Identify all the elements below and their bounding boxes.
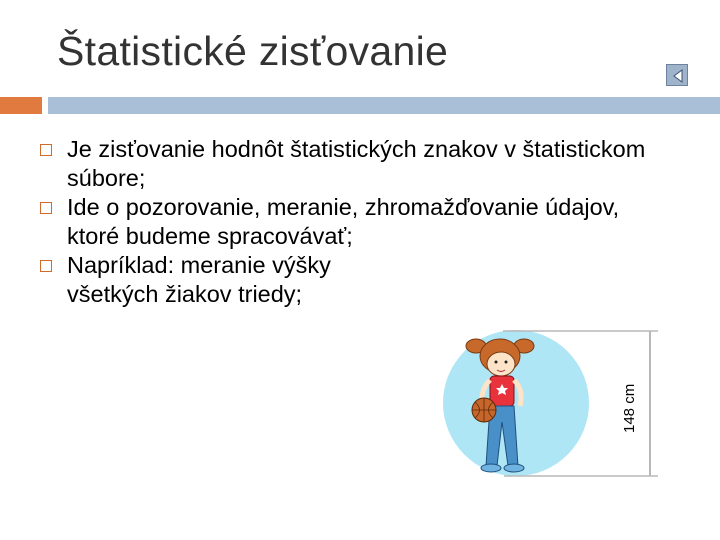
student-height-illustration bbox=[440, 318, 680, 483]
title-rule-bar bbox=[48, 97, 720, 114]
bullet-list bbox=[0, 135, 680, 309]
list-item bbox=[0, 135, 680, 193]
list-item bbox=[0, 251, 680, 309]
square-bullet-icon bbox=[40, 144, 52, 156]
list-item bbox=[0, 193, 680, 251]
bullet-text: Napríklad: meranie výšky všetkých žiakov triedy; bbox=[67, 252, 331, 307]
square-bullet-icon bbox=[40, 202, 52, 214]
height-label: 148 cm bbox=[621, 383, 638, 433]
accent-block bbox=[0, 97, 42, 114]
square-bullet-icon bbox=[40, 260, 52, 272]
bullet-text: Ide o pozorovanie, meranie, zhromažďovanie údajov, ktoré budeme spracovávať; bbox=[67, 194, 620, 249]
bullet-text: Je zisťovanie hodnôt štatistických znakov v štatistickom súbore; bbox=[67, 136, 646, 191]
slide-title: Štatistické zisťovanie bbox=[57, 28, 449, 74]
back-triangle-icon bbox=[667, 65, 689, 87]
back-button[interactable] bbox=[666, 64, 688, 86]
